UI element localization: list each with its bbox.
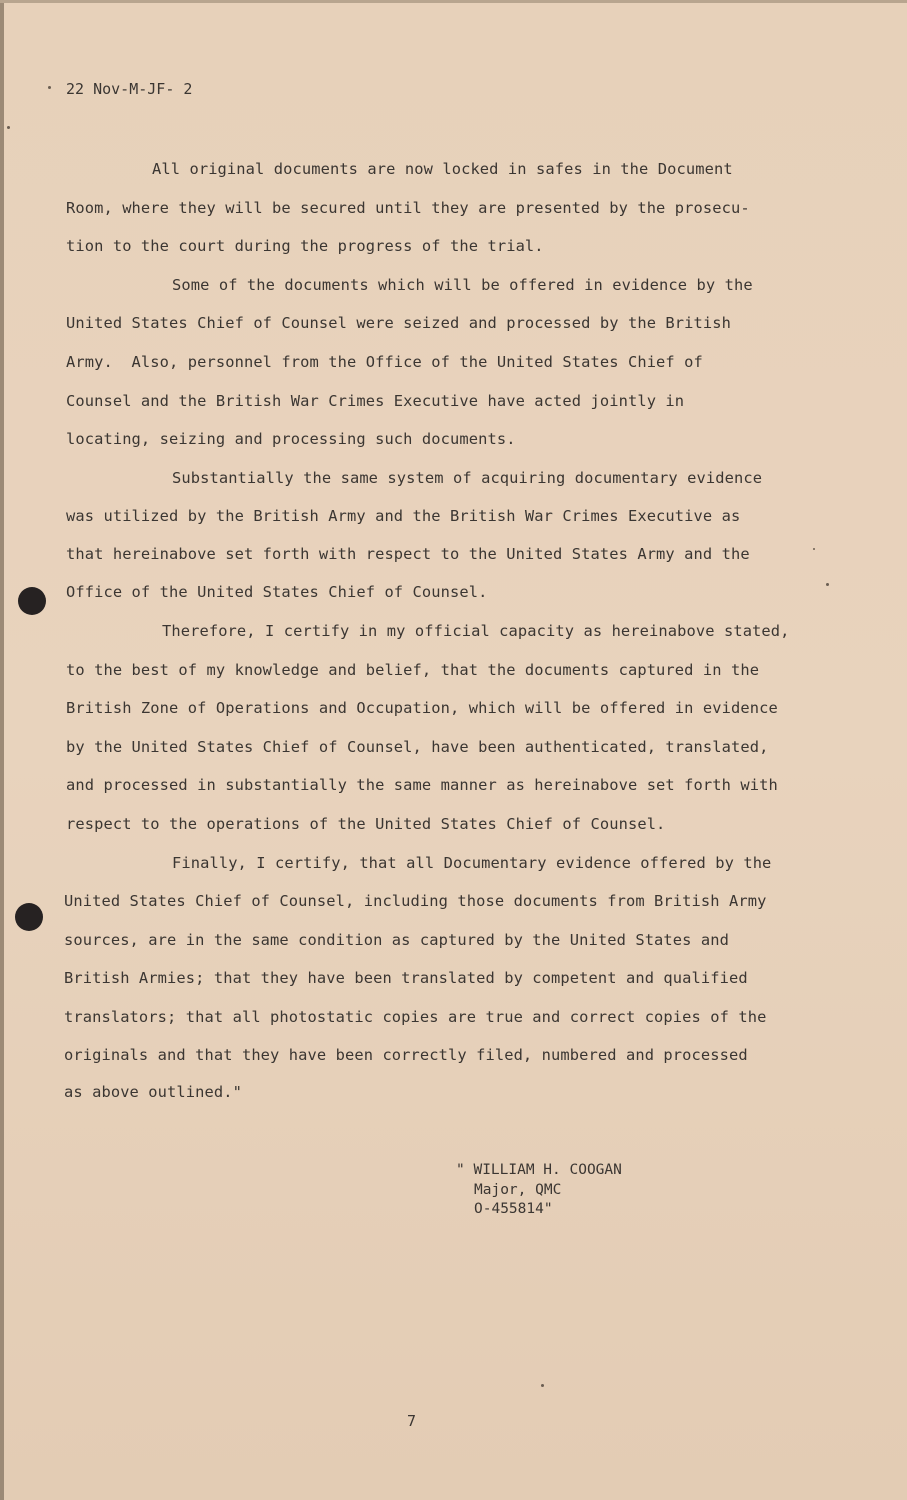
page-number: 7: [407, 1412, 417, 1430]
paper-speck: [541, 1384, 544, 1387]
text-line: to the best of my knowledge and belief, that the documents captured in the: [66, 661, 760, 679]
text-line: British Armies; that they have been translated by competent and qualified: [64, 969, 748, 987]
text-line: United States Chief of Counsel, including those documents from British Army: [64, 892, 767, 910]
text-line: Army. Also, personnel from the Office of the United States Chief of: [66, 353, 703, 371]
text-line: respect to the operations of the United States Chief of Counsel.: [66, 815, 666, 833]
text-line: originals and that they have been correctly filed, numbered and processed: [64, 1046, 748, 1064]
text-line: was utilized by the British Army and the British War Crimes Executive as: [66, 507, 741, 525]
text-line: United States Chief of Counsel were seized and processed by the British: [66, 314, 731, 332]
text-line: Some of the documents which will be offered in evidence by the: [172, 276, 753, 294]
punch-hole: [15, 903, 43, 931]
text-line: Counsel and the British War Crimes Executive have acted jointly in: [66, 392, 685, 410]
paper-speck: [826, 583, 829, 586]
text-line: sources, are in the same condition as captured by the United States and: [64, 931, 729, 949]
paper-speck: [7, 126, 10, 129]
document-reference: 22 Nov-M-JF- 2: [66, 80, 193, 98]
signature-rank: Major, QMC: [474, 1182, 562, 1198]
text-line: tion to the court during the progress of the trial.: [66, 237, 544, 255]
page-top-edge: [0, 0, 907, 3]
signature-name: " WILLIAM H. COOGAN: [456, 1162, 622, 1178]
text-line: Finally, I certify, that all Documentary evidence offered by the: [172, 854, 772, 872]
text-line: as above outlined.": [64, 1083, 242, 1101]
text-line: locating, seizing and processing such documents.: [66, 430, 516, 448]
text-line: translators; that all photostatic copies are true and correct copies of the: [64, 1008, 767, 1026]
page-left-edge: [0, 0, 4, 1500]
paper-speck: [48, 86, 51, 89]
text-line: that hereinabove set forth with respect to the United States Army and the: [66, 545, 750, 563]
punch-hole: [18, 587, 46, 615]
text-line: Room, where they will be secured until they are presented by the prosecu-: [66, 199, 750, 217]
paper-speck: [813, 548, 815, 550]
text-line: Office of the United States Chief of Counsel.: [66, 583, 488, 601]
text-line: Substantially the same system of acquiring documentary evidence: [172, 469, 763, 487]
signature-serial: O-455814": [474, 1201, 553, 1217]
text-line: and processed in substantially the same manner as hereinabove set forth with: [66, 776, 778, 794]
text-line: British Zone of Operations and Occupation, which will be offered in evidence: [66, 699, 778, 717]
text-line: All original documents are now locked in safes in the Document: [152, 160, 733, 178]
text-line: Therefore, I certify in my official capacity as hereinabove stated,: [162, 622, 790, 640]
text-line: by the United States Chief of Counsel, have been authenticated, translated,: [66, 738, 769, 756]
